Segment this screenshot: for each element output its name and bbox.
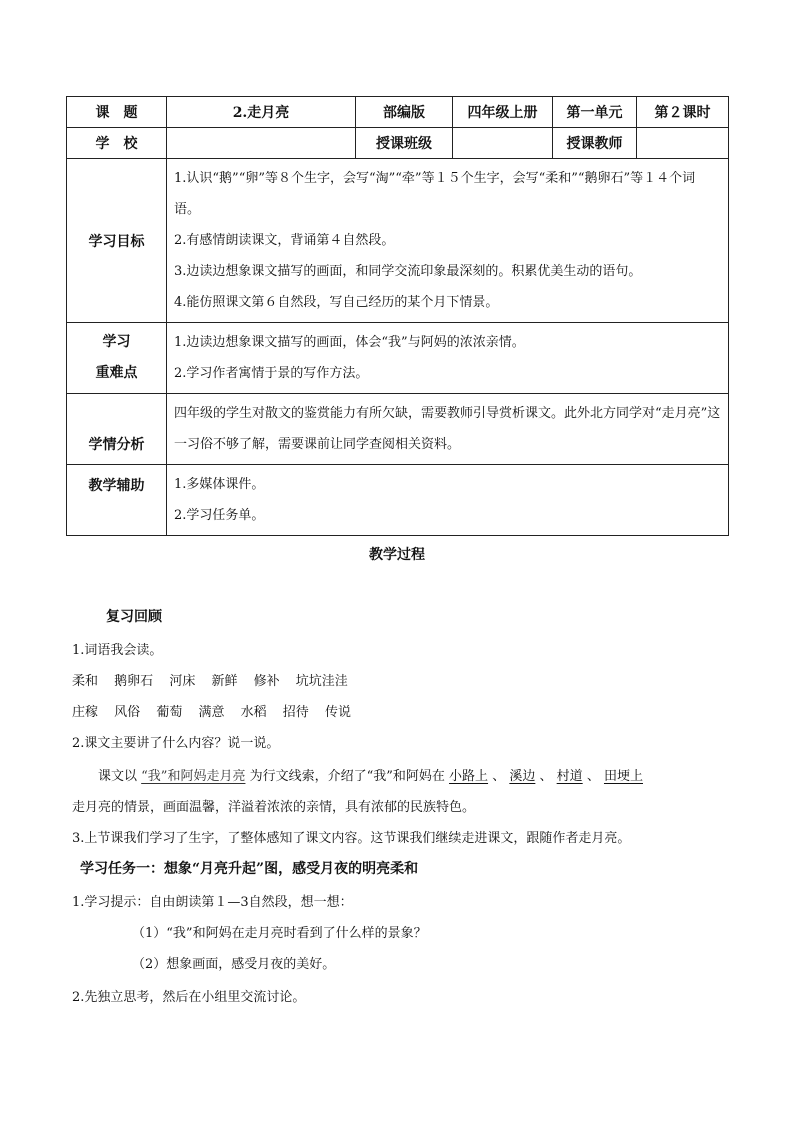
difficulty-label-line2: 重难点 bbox=[95, 365, 138, 381]
difficulty-label bbox=[67, 323, 167, 394]
answer-underline: 小路上 bbox=[449, 769, 489, 784]
answer-underline: 田埂上 bbox=[603, 769, 643, 784]
analysis-label: 学情分析 bbox=[67, 394, 167, 465]
word: 庄稼 bbox=[72, 705, 99, 720]
difficulty-item: 2.学习作者寓情于景的写作方法。 bbox=[174, 366, 369, 381]
word: 河床 bbox=[169, 674, 196, 689]
task1-heading: 学习任务一：想象“月亮升起”图，感受月夜的明亮柔和 bbox=[80, 861, 419, 877]
answer-sep: 、 bbox=[492, 769, 506, 784]
goal-item: 2.有感情朗读课文，背诵第４自然段。 bbox=[174, 233, 395, 248]
school-value bbox=[167, 128, 356, 159]
goal-item: 3.边读边想象课文描写的画面，和同学交流印象最深刻的。积累优美生动的语句。 bbox=[174, 264, 642, 279]
aids-item: 1.多媒体课件。 bbox=[174, 477, 265, 492]
teacher-label: 授课教师 bbox=[553, 128, 637, 159]
answer-underline: “我”和阿妈走月亮 bbox=[141, 769, 246, 784]
word: 柔和 bbox=[72, 674, 99, 689]
difficulty-content bbox=[167, 323, 729, 394]
difficulty-item: 1.边读边想象课文描写的画面，体会“我”与阿妈的浓浓亲情。 bbox=[174, 335, 525, 350]
answer-underline: 溪边 bbox=[509, 769, 536, 784]
review-question-2: 2.课文主要讲了什么内容？说一说。 bbox=[72, 736, 280, 751]
word: 修补 bbox=[253, 674, 280, 689]
grade-cell: 四年级上册 bbox=[453, 97, 553, 128]
task1-tip: 1.学习提示：自由朗读第１—3自然段，想一想： bbox=[72, 895, 353, 910]
goals-content bbox=[167, 159, 729, 323]
school-label: 学 校 bbox=[67, 128, 167, 159]
review-question-1: 1.词语我会读。 bbox=[72, 643, 163, 658]
aids-label: 教学辅助 bbox=[67, 465, 167, 536]
lesson-title: 2.走月亮 bbox=[167, 97, 356, 128]
answer-line-2: 走月亮的情景，画面温馨，洋溢着浓浓的亲情，具有浓郁的民族特色。 bbox=[72, 800, 476, 815]
task1-sub-2: （2）想象画面，感受月夜的美好。 bbox=[132, 957, 336, 972]
word: 葡萄 bbox=[156, 705, 183, 720]
word: 坑坑洼洼 bbox=[295, 674, 348, 689]
answer-underline: 村道 bbox=[556, 769, 583, 784]
unit-cell: 第一单元 bbox=[553, 97, 637, 128]
answer-sep: 、 bbox=[586, 769, 600, 784]
word: 满意 bbox=[198, 705, 225, 720]
word: 水稻 bbox=[240, 705, 267, 720]
class-label: 授课班级 bbox=[356, 128, 453, 159]
lesson-info-table bbox=[66, 96, 729, 536]
review-question-3: 3.上节课我们学习了生字，了整体感知了课文内容。这节课我们继续走进课文，跟随作者走月亮。 bbox=[72, 831, 631, 846]
task1-sub-1: （1）“我”和阿妈在走月亮时看到了什么样的景象？ bbox=[132, 926, 427, 941]
edition-cell: 部编版 bbox=[356, 97, 453, 128]
word: 鹅卵石 bbox=[114, 674, 154, 689]
teacher-value bbox=[637, 128, 729, 159]
goal-item: 4.能仿照课文第６自然段，写自己经历的某个月下情景。 bbox=[174, 295, 499, 310]
answer-text: 为行文线索，介绍了“我”和阿妈在 bbox=[249, 769, 445, 784]
aids-content bbox=[167, 465, 729, 536]
word: 风俗 bbox=[114, 705, 141, 720]
word: 传说 bbox=[324, 705, 351, 720]
process-title: 教学过程 bbox=[369, 547, 425, 563]
word-list-1 bbox=[72, 670, 360, 689]
answer-line-1 bbox=[98, 765, 643, 784]
word-list-2 bbox=[72, 701, 363, 720]
topic-label: 课 题 bbox=[67, 97, 167, 128]
word: 新鲜 bbox=[211, 674, 238, 689]
task1-step-2: 2.先独立思考，然后在小组里交流讨论。 bbox=[72, 990, 306, 1005]
word: 招待 bbox=[282, 705, 309, 720]
review-heading: 复习回顾 bbox=[106, 609, 162, 625]
class-value bbox=[453, 128, 553, 159]
analysis-text: 四年级的学生对散文的鉴赏能力有所欠缺，需要教师引导赏析课文。此外北方同学对“走月亮”这一习俗不够了解，需要课前让同学查阅相关资料。 bbox=[174, 406, 721, 452]
answer-text: 课文以 bbox=[98, 769, 138, 784]
aids-item: 2.学习任务单。 bbox=[174, 508, 265, 523]
goal-item: 1.认识“鹅”“卵”等８个生字，会写“淘”“牵”等１５个生字，会写“柔和”“鹅卵石”等１４个词语。 bbox=[174, 171, 696, 217]
answer-sep: 、 bbox=[539, 769, 553, 784]
goals-label: 学习目标 bbox=[67, 159, 167, 323]
difficulty-label-line1: 学习 bbox=[102, 334, 131, 350]
lesson-number-cell: 第２课时 bbox=[637, 97, 729, 128]
analysis-content bbox=[167, 394, 729, 465]
